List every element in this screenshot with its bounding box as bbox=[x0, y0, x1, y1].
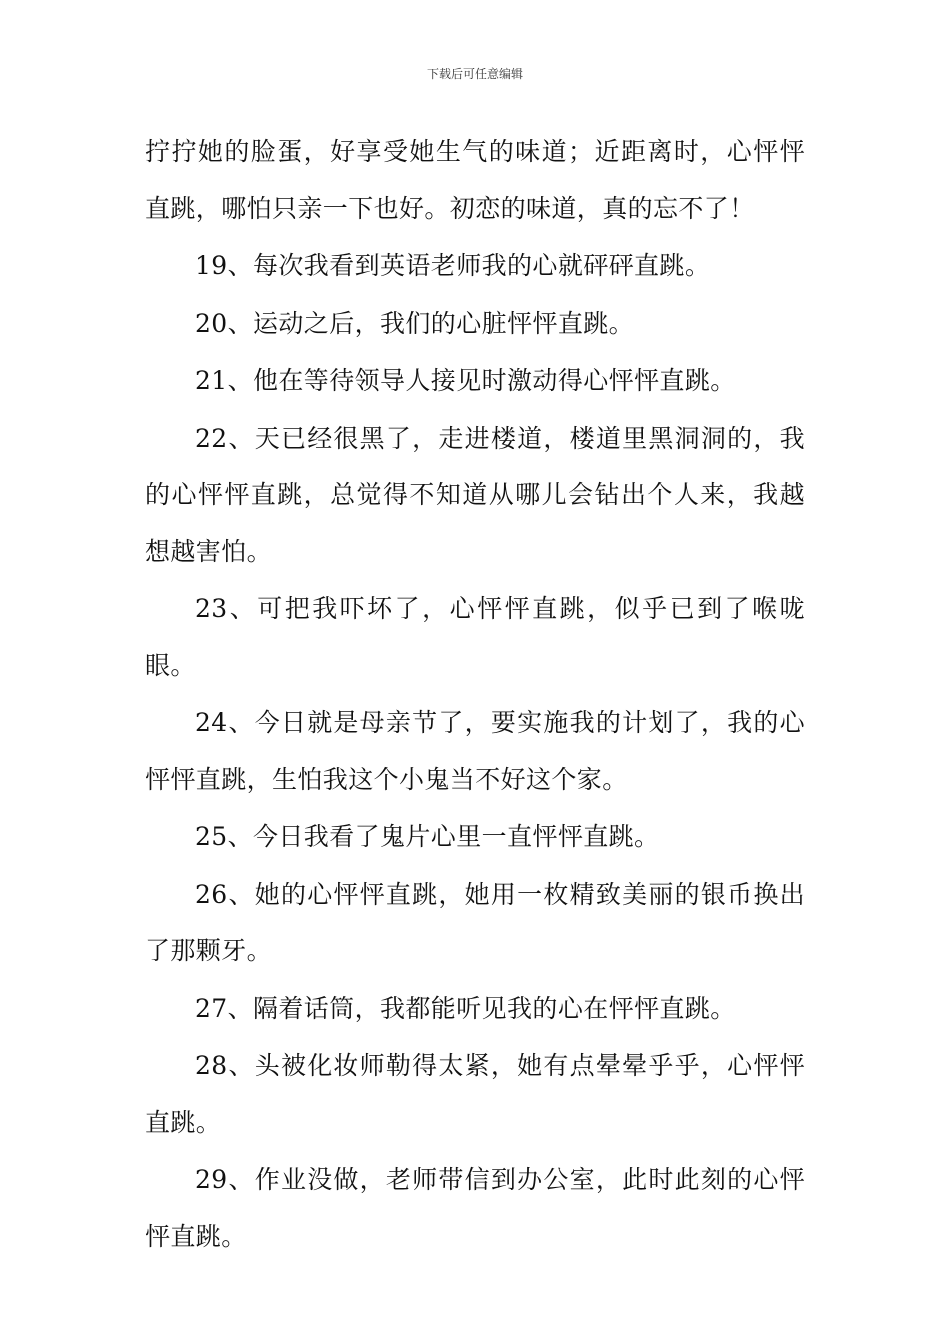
paragraph-20: 20、运动之后，我们的心脏怦怦直跳。 bbox=[195, 308, 635, 338]
paragraph-28: 28、头被化妆师勒得太紧，她有点晕晕乎乎，心怦怦直跳。 bbox=[145, 1051, 805, 1137]
paragraph-27: 27、隔着话筒，我都能听见我的心在怦怦直跳。 bbox=[195, 993, 736, 1023]
page-header: 下载后可任意编辑 bbox=[426, 67, 523, 81]
paragraph-23: 23、可把我吓坏了，心怦怦直跳，似乎已到了喉咙眼。 bbox=[145, 594, 805, 680]
paragraph-24: 24、今日就是母亲节了，要实施我的计划了，我的心怦怦直跳，生怕我这个小鬼当不好这个家。 bbox=[145, 708, 805, 794]
paragraph-continuation: 拧拧她的脸蛋，好享受她生气的味道；近距离时，心怦怦直跳，哪怕只亲一下也好。初恋的味道，真的忘不了！ bbox=[145, 137, 805, 223]
paragraph-19: 19、每次我看到英语老师我的心就砰砰直跳。 bbox=[195, 251, 711, 280]
paragraph-26: 26、她的心怦怦直跳，她用一枚精致美丽的银币换出了那颗牙。 bbox=[145, 879, 805, 965]
paragraph-21: 21、他在等待领导人接见时激动得心怦怦直跳。 bbox=[195, 366, 736, 395]
document-body bbox=[145, 124, 805, 1266]
paragraph-29: 29、作业没做，老师带信到办公室，此时此刻的心怦怦直跳。 bbox=[145, 1165, 805, 1251]
paragraph-22: 22、天已经很黑了，走进楼道，楼道里黑洞洞的，我的心怦怦直跳，总觉得不知道从哪儿会钻出个人来，我越想越害怕。 bbox=[145, 423, 805, 566]
paragraph-25: 25、今日我看了鬼片心里一直怦怦直跳。 bbox=[195, 822, 660, 851]
